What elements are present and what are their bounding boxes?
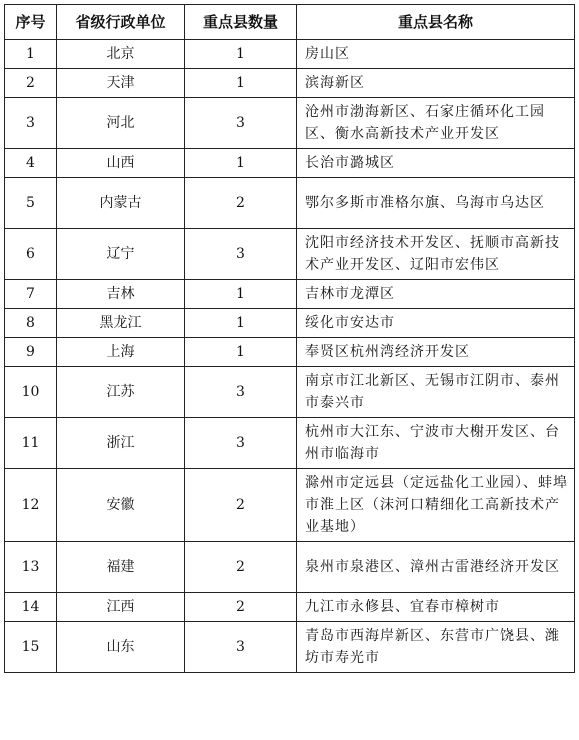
cell-names: 奉贤区杭州湾经济开发区: [297, 338, 575, 367]
cell-names: 沈阳市经济技术开发区、抚顺市高新技术产业开发区、辽阳市宏伟区: [297, 229, 575, 280]
cell-no: 13: [5, 542, 57, 593]
table-row: [5, 98, 575, 149]
cell-province: 福建: [57, 542, 185, 593]
cell-no: 4: [5, 149, 57, 178]
cell-province: 山西: [57, 149, 185, 178]
cell-province: 北京: [57, 40, 185, 69]
cell-count: 1: [185, 309, 297, 338]
cell-names: 杭州市大江东、宁波市大榭开发区、台州市临海市: [297, 418, 575, 469]
table-row: [5, 338, 575, 367]
table-row: [5, 229, 575, 280]
header-province: 省级行政单位: [57, 5, 185, 40]
key-counties-table: [4, 4, 575, 673]
cell-no: 12: [5, 469, 57, 542]
cell-province: 黑龙江: [57, 309, 185, 338]
cell-count: 1: [185, 69, 297, 98]
cell-no: 7: [5, 280, 57, 309]
cell-names: 泉州市泉港区、漳州古雷港经济开发区: [297, 542, 575, 593]
cell-no: 9: [5, 338, 57, 367]
cell-names: 滁州市定远县（定远盐化工业园）、蚌埠市淮上区（沫河口精细化工高新技术产业基地）: [297, 469, 575, 542]
table-row: [5, 593, 575, 622]
table-row: [5, 622, 575, 673]
table-row: [5, 418, 575, 469]
cell-province: 河北: [57, 98, 185, 149]
cell-names: 九江市永修县、宜春市樟树市: [297, 593, 575, 622]
cell-names: 南京市江北新区、无锡市江阴市、泰州市泰兴市: [297, 367, 575, 418]
cell-names: 绥化市安达市: [297, 309, 575, 338]
cell-province: 内蒙古: [57, 178, 185, 229]
cell-province: 江苏: [57, 367, 185, 418]
cell-count: 1: [185, 280, 297, 309]
cell-names: 滨海新区: [297, 69, 575, 98]
cell-province: 浙江: [57, 418, 185, 469]
cell-no: 1: [5, 40, 57, 69]
cell-province: 吉林: [57, 280, 185, 309]
cell-count: 1: [185, 40, 297, 69]
cell-no: 8: [5, 309, 57, 338]
header-no: 序号: [5, 5, 57, 40]
cell-count: 2: [185, 178, 297, 229]
table-row: [5, 178, 575, 229]
cell-names: 吉林市龙潭区: [297, 280, 575, 309]
cell-province: 山东: [57, 622, 185, 673]
cell-count: 3: [185, 98, 297, 149]
cell-province: 安徽: [57, 469, 185, 542]
cell-no: 2: [5, 69, 57, 98]
header-names: 重点县名称: [297, 5, 575, 40]
cell-no: 5: [5, 178, 57, 229]
cell-names: 青岛市西海岸新区、东营市广饶县、潍坊市寿光市: [297, 622, 575, 673]
cell-count: 3: [185, 367, 297, 418]
cell-count: 1: [185, 338, 297, 367]
table-row: [5, 40, 575, 69]
cell-no: 15: [5, 622, 57, 673]
cell-province: 上海: [57, 338, 185, 367]
table-row: [5, 542, 575, 593]
cell-no: 14: [5, 593, 57, 622]
cell-count: 2: [185, 542, 297, 593]
header-count: 重点县数量: [185, 5, 297, 40]
cell-no: 6: [5, 229, 57, 280]
cell-province: 江西: [57, 593, 185, 622]
cell-names: 长治市潞城区: [297, 149, 575, 178]
table-row: [5, 309, 575, 338]
cell-count: 3: [185, 622, 297, 673]
table-row: [5, 469, 575, 542]
cell-province: 天津: [57, 69, 185, 98]
cell-names: 房山区: [297, 40, 575, 69]
cell-names: 沧州市渤海新区、石家庄循环化工园区、衡水高新技术产业开发区: [297, 98, 575, 149]
cell-province: 辽宁: [57, 229, 185, 280]
cell-count: 3: [185, 229, 297, 280]
cell-no: 11: [5, 418, 57, 469]
cell-count: 3: [185, 418, 297, 469]
table-row: [5, 149, 575, 178]
table-row: [5, 69, 575, 98]
cell-no: 10: [5, 367, 57, 418]
cell-no: 3: [5, 98, 57, 149]
cell-count: 1: [185, 149, 297, 178]
table-row: [5, 367, 575, 418]
header-row: [5, 5, 575, 40]
cell-count: 2: [185, 469, 297, 542]
table-row: [5, 280, 575, 309]
cell-count: 2: [185, 593, 297, 622]
cell-names: 鄂尔多斯市准格尔旗、乌海市乌达区: [297, 178, 575, 229]
